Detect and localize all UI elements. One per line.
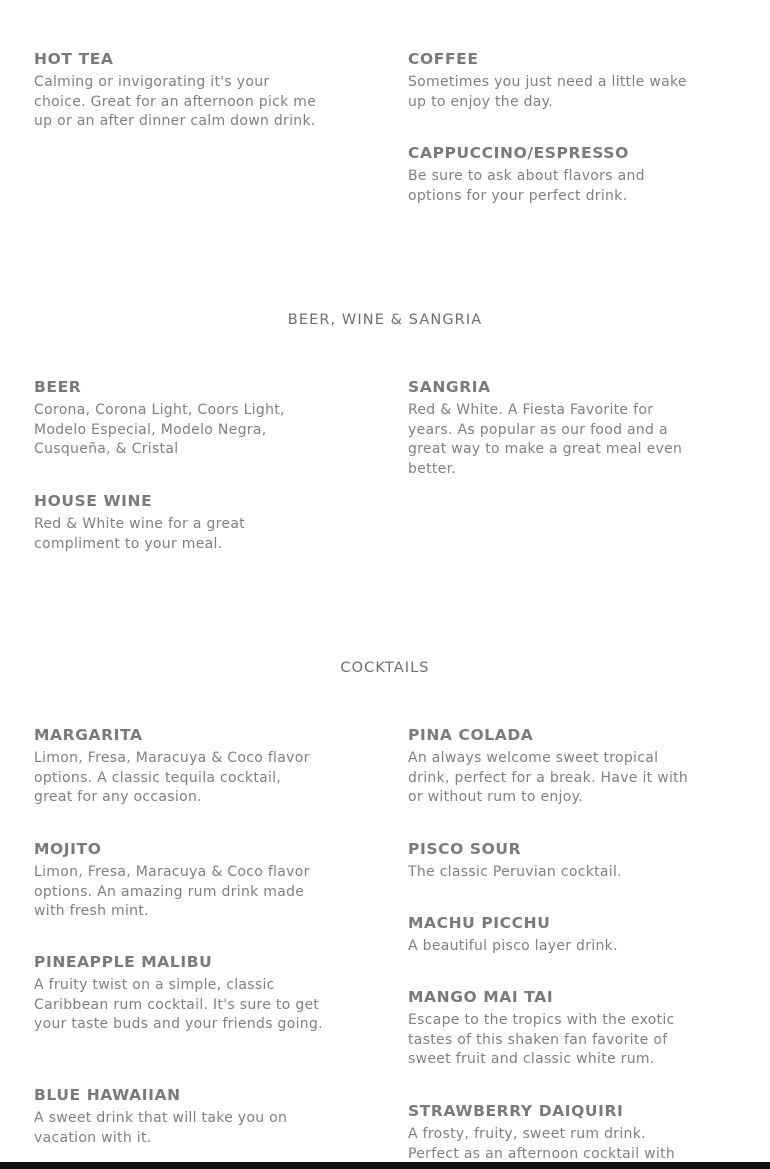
menu-item-mango-mai-tai: [408, 987, 698, 1070]
item-description: A fruity twist on a simple, classic Caribbean rum cocktail. It's sure to get your taste buds and your friends going.: [34, 977, 323, 1033]
item-description: A frosty, fruity, sweet rum drink. Perfect as an afternoon cocktail with: [408, 1126, 676, 1162]
menu-item-pina-colada: [408, 725, 698, 808]
item-description: Red & White. A Fiesta Favorite for years. As popular as our food and a great way to make a great meal even better.: [408, 402, 683, 477]
section-title-cocktails: COCKTAILS: [340, 660, 430, 676]
item-name: MOJITO: [34, 840, 102, 858]
item-name: BLUE HAWAIIAN: [34, 1086, 181, 1104]
item-name: HOT TEA: [34, 50, 114, 68]
item-description: An always welcome sweet tropical drink, perfect for a break. Have it with or without rum to enjoy.: [408, 750, 689, 806]
menu-item-sangria: [408, 377, 698, 479]
menu-item-mojito: [34, 839, 324, 922]
menu-item-pineapple-malibu: [34, 952, 324, 1035]
menu-item-coffee: [408, 49, 698, 112]
item-name: MANGO MAI TAI: [408, 988, 554, 1006]
menu-item-cappuccino-espresso: [408, 143, 698, 206]
menu-item-margarita: [34, 725, 324, 808]
menu-item-strawberry-daiquiri: [408, 1101, 698, 1164]
item-name: PISCO SOUR: [408, 840, 522, 858]
item-name: BEER: [34, 378, 82, 396]
menu-item-machu-picchu: [408, 913, 698, 957]
item-description: Be sure to ask about flavors and options for your perfect drink.: [408, 168, 645, 204]
menu-item-beer: [34, 377, 324, 460]
item-name: PINEAPPLE MALIBU: [34, 953, 213, 971]
item-name: MACHU PICCHU: [408, 914, 551, 932]
item-name: HOUSE WINE: [34, 492, 153, 510]
menu-item-blue-hawaiian: [34, 1085, 324, 1148]
item-name: STRAWBERRY DAIQUIRI: [408, 1102, 624, 1120]
item-description: A beautiful pisco layer drink.: [408, 938, 618, 954]
item-name: MARGARITA: [34, 726, 143, 744]
item-description: Limon, Fresa, Maracuya & Coco flavor options. A classic tequila cocktail, great for any occasion.: [34, 750, 310, 806]
item-description: Limon, Fresa, Maracuya & Coco flavor options. An amazing rum drink made with fresh mint.: [34, 864, 310, 920]
menu-item-house-wine: [34, 491, 324, 554]
item-description: Calming or invigorating it's your choice. Great for an afternoon pick me up or an after dinner calm down drink.: [34, 74, 317, 130]
item-name: PINA COLADA: [408, 726, 534, 744]
item-description: Red & White wine for a great compliment to your meal.: [34, 516, 245, 552]
bottom-bar: [0, 1162, 770, 1169]
item-description: Corona, Corona Light, Coors Light, Modelo Especial, Modelo Negra, Cusqueña, & Cristal: [34, 402, 285, 458]
item-name: SANGRIA: [408, 378, 491, 396]
item-description: Escape to the tropics with the exotic tastes of this shaken fan favorite of sweet fruit and classic white rum.: [408, 1012, 675, 1068]
item-name: COFFEE: [408, 50, 479, 68]
item-name: CAPPUCCINO/ESPRESSO: [408, 144, 629, 162]
item-description: The classic Peruvian cocktail.: [408, 864, 622, 880]
item-description: Sometimes you just need a little wake up to enjoy the day.: [408, 74, 687, 110]
section-title-beer-wine: BEER, WINE & SANGRIA: [287, 312, 483, 328]
item-description: A sweet drink that will take you on vacation with it.: [34, 1110, 288, 1146]
menu-item-hot-tea: [34, 49, 324, 132]
menu-item-pisco-sour: [408, 839, 698, 883]
